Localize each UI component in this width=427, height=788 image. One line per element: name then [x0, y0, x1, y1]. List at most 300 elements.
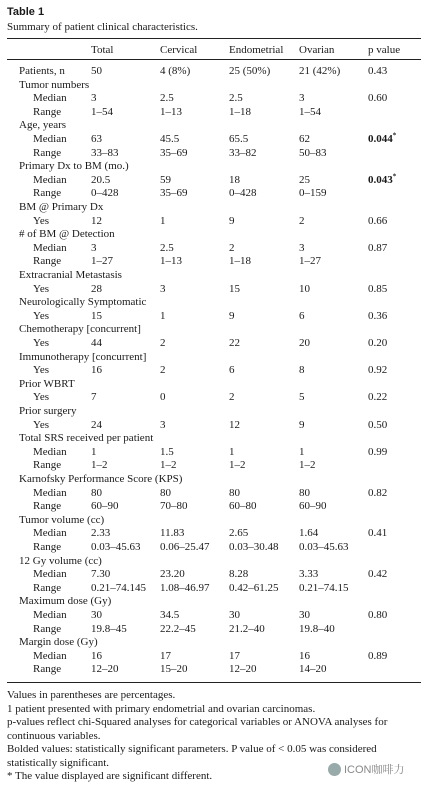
- cell-value: 0.21–74.145: [91, 581, 146, 594]
- table-row: [0, 582, 427, 595]
- cervical-cell: [160, 663, 188, 676]
- row-sublabel: Median: [33, 92, 67, 105]
- bottom-rule: [7, 682, 421, 683]
- p-value-cell: [368, 391, 387, 404]
- endometrial-cell: [229, 527, 248, 540]
- row-sublabel: Yes: [33, 337, 50, 349]
- endometrial-cell: [229, 446, 235, 459]
- ovarian-cell: [299, 541, 349, 554]
- endometrial-cell: [229, 391, 235, 404]
- total-cell: [91, 133, 102, 146]
- endometrial-cell: [229, 663, 257, 676]
- total-cell: [91, 419, 102, 432]
- table-caption: Summary of patient clinical characteristics.: [7, 21, 198, 33]
- table-row: [0, 242, 427, 255]
- cervical-cell: [160, 133, 179, 146]
- cell-value: 16: [91, 649, 102, 662]
- ovarian-cell: [299, 255, 321, 268]
- table-row: [0, 228, 427, 241]
- cell-value: 44: [91, 337, 102, 349]
- cell-value: 0.92: [368, 364, 388, 377]
- cell-value: 30: [299, 609, 310, 621]
- cell-value: 30: [91, 609, 102, 621]
- cell-value: 80: [91, 486, 102, 499]
- note-line: Bolded values: statistically significant parameters. P value of < 0.05 was considered: [7, 743, 377, 755]
- p-value-cell: [368, 174, 396, 187]
- note-line: continuous variables.: [7, 729, 101, 742]
- ovarian-cell: [299, 147, 327, 160]
- cervical-cell: [160, 283, 166, 296]
- cell-value: 0.60: [368, 92, 388, 105]
- total-cell: [91, 283, 102, 296]
- endometrial-cell: [229, 459, 246, 472]
- cell-value: 0.043: [368, 173, 393, 186]
- cell-value: 20.5: [91, 173, 111, 186]
- row-sublabel: Yes: [33, 418, 50, 431]
- cell-value: 0.82: [368, 486, 388, 499]
- note-line: * The value displayed are significant different.: [7, 770, 213, 782]
- cell-value: 0.50: [368, 418, 388, 431]
- table-row: [0, 310, 427, 323]
- cell-value: 35–69: [160, 146, 188, 159]
- total-cell: [91, 65, 102, 78]
- cell-value: 18: [229, 173, 240, 186]
- header-rule: [7, 59, 421, 60]
- cell-value: 2: [229, 391, 235, 404]
- cell-value: 10: [299, 282, 310, 295]
- cell-value: 4 (8%): [160, 65, 191, 77]
- ovarian-cell: [299, 391, 305, 404]
- row-sublabel: Median: [33, 568, 67, 581]
- p-value-cell: [368, 650, 387, 663]
- cell-value: 1–54: [91, 105, 113, 118]
- ovarian-cell: [299, 106, 321, 119]
- cell-value: 3: [91, 241, 97, 254]
- cell-value: 8: [299, 364, 305, 377]
- row-group-label: Total SRS received per patient: [19, 432, 154, 445]
- endometrial-cell: [229, 187, 257, 200]
- cell-value: 0.03–45.63: [299, 541, 349, 553]
- ovarian-cell: [299, 215, 305, 228]
- ovarian-cell: [299, 650, 310, 663]
- cell-value: 50: [91, 65, 102, 77]
- endometrial-cell: [229, 255, 251, 268]
- total-cell: [91, 650, 102, 663]
- watermark: [328, 761, 405, 777]
- cervical-cell: [160, 310, 166, 323]
- ovarian-cell: [299, 310, 305, 323]
- table-row: [0, 459, 427, 472]
- row-sublabel: Range: [33, 255, 62, 268]
- cervical-cell: [160, 446, 174, 459]
- cell-value: 2: [160, 337, 166, 349]
- cell-value: 33–82: [229, 146, 257, 159]
- cell-value: 12–20: [229, 663, 257, 676]
- endometrial-cell: [229, 310, 235, 323]
- cell-value: 80: [299, 486, 310, 499]
- cell-value: 1–13: [160, 255, 182, 268]
- cell-value: 9: [229, 214, 235, 227]
- cell-value: 62: [299, 133, 310, 145]
- note-line: p-values reflect chi-Squared analyses for categorical variables or ANOVA analyses for: [7, 716, 388, 728]
- p-value-cell: [368, 283, 387, 296]
- cell-value: 12: [91, 214, 102, 227]
- ovarian-cell: [299, 446, 305, 459]
- total-cell: [91, 568, 110, 581]
- significance-marker: *: [392, 172, 397, 181]
- row-sublabel: Range: [33, 663, 62, 676]
- cell-value: 0.85: [368, 282, 388, 295]
- cell-value: 60–90: [91, 500, 119, 513]
- ovarian-cell: [299, 364, 305, 377]
- cell-value: 0.42: [368, 568, 388, 581]
- table-row: [0, 147, 427, 160]
- endometrial-cell: [229, 215, 235, 228]
- total-cell: [91, 364, 102, 377]
- watermark-text: ICON咖啡力: [344, 764, 405, 776]
- cell-value: 34.5: [160, 609, 180, 621]
- endometrial-cell: [229, 65, 270, 78]
- table-title: Table 1: [7, 6, 45, 18]
- cell-value: 1.64: [299, 527, 319, 540]
- note-line: Values in parentheses are percentages.: [7, 689, 176, 701]
- row-group-label: Prior WBRT: [19, 377, 75, 390]
- p-value-cell: [368, 568, 387, 581]
- cell-value: 3: [160, 282, 166, 295]
- cell-value: 3: [299, 92, 305, 105]
- ovarian-cell: [299, 623, 335, 636]
- table-row: [0, 487, 427, 500]
- row-sublabel: Median: [33, 133, 67, 145]
- total-cell: [91, 187, 119, 200]
- cell-value: 17: [229, 649, 240, 662]
- cervical-cell: [160, 147, 188, 160]
- table-row: [0, 296, 427, 309]
- cell-value: 15: [91, 309, 102, 322]
- total-cell: [91, 446, 97, 459]
- cell-value: 2.33: [91, 527, 111, 540]
- cervical-cell: [160, 65, 190, 78]
- table-row: [0, 187, 427, 200]
- endometrial-cell: [229, 623, 265, 636]
- cell-value: 0.21–74.15: [299, 581, 349, 594]
- cell-value: 1–13: [160, 105, 182, 118]
- row-group-label: Margin dose (Gy): [19, 636, 98, 649]
- p-value-cell: [368, 310, 387, 323]
- cervical-cell: [160, 364, 166, 377]
- p-value-cell: [368, 337, 387, 350]
- total-cell: [91, 500, 119, 513]
- table-row: [0, 568, 427, 581]
- cell-value: 0.43: [368, 65, 388, 77]
- total-cell: [91, 147, 119, 160]
- cervical-cell: [160, 242, 174, 255]
- ovarian-cell: [299, 609, 310, 622]
- cell-value: 9: [229, 309, 235, 322]
- cell-value: 63: [91, 133, 102, 145]
- cell-value: 22: [229, 337, 240, 349]
- cell-value: 65.5: [229, 133, 249, 145]
- endometrial-cell: [229, 92, 243, 105]
- cervical-cell: [160, 487, 171, 500]
- cell-value: 0–159: [299, 187, 327, 200]
- cell-value: 3: [160, 418, 166, 431]
- cell-value: 5: [299, 391, 305, 404]
- table-row: [0, 174, 427, 187]
- table-row: [0, 65, 427, 78]
- row-group-label: Maximum dose (Gy): [19, 595, 112, 608]
- row-group-label: Age, years: [19, 119, 67, 132]
- table-row: [0, 160, 427, 173]
- top-rule: [7, 38, 421, 39]
- total-cell: [91, 215, 102, 228]
- endometrial-cell: [229, 242, 235, 255]
- row-sublabel: Yes: [33, 391, 50, 404]
- cell-value: 25 (50%): [229, 65, 271, 77]
- cell-value: 30: [229, 609, 240, 621]
- cell-value: 1–18: [229, 255, 251, 268]
- table-row: [0, 514, 427, 527]
- p-value-cell: [368, 133, 396, 146]
- ovarian-cell: [299, 527, 318, 540]
- cell-value: 16: [299, 649, 310, 662]
- row-sublabel: Yes: [33, 214, 50, 227]
- endometrial-cell: [229, 541, 279, 554]
- cervical-cell: [160, 527, 184, 540]
- row-sublabel: Range: [33, 146, 62, 159]
- cell-value: 1–2: [299, 459, 316, 472]
- cell-value: 0.03–45.63: [91, 541, 141, 553]
- cell-value: 2.5: [229, 92, 243, 105]
- p-value-cell: [368, 215, 387, 228]
- cell-value: 1: [160, 309, 166, 322]
- cell-value: 0.42–61.25: [229, 581, 279, 594]
- cell-value: 3: [299, 241, 305, 254]
- note-line: 1 patient presented with primary endometrial and ovarian carcinomas.: [7, 702, 316, 715]
- table-row: [0, 650, 427, 663]
- row-group-label: Immunotherapy [concurrent]: [19, 350, 147, 363]
- p-value-cell: [368, 419, 387, 432]
- ovarian-cell: [299, 174, 310, 187]
- p-value-cell: [368, 446, 387, 459]
- total-cell: [91, 174, 110, 187]
- cell-value: 0.99: [368, 445, 388, 458]
- wechat-icon: [328, 763, 341, 776]
- endometrial-cell: [229, 582, 279, 595]
- cervical-cell: [160, 623, 196, 636]
- cell-value: 2: [229, 241, 235, 254]
- cell-value: 0.87: [368, 241, 388, 254]
- ovarian-cell: [299, 419, 305, 432]
- cell-value: 12: [229, 418, 240, 431]
- row-group-label: Tumor volume (cc): [19, 513, 105, 526]
- cell-value: 28: [91, 282, 102, 295]
- p-value-cell: [368, 487, 387, 500]
- p-value-cell: [368, 527, 387, 540]
- header-ovarian: Ovarian: [299, 44, 335, 56]
- cell-value: 7: [91, 391, 97, 404]
- cell-value: 21 (42%): [299, 65, 341, 77]
- row-sublabel: Median: [33, 609, 67, 621]
- total-cell: [91, 487, 102, 500]
- cell-value: 0.89: [368, 649, 388, 662]
- cell-value: 0.36: [368, 309, 388, 322]
- row-sublabel: Range: [33, 500, 62, 513]
- cell-value: 24: [91, 418, 102, 431]
- row-group-label: Extracranial Metastasis: [19, 269, 122, 281]
- header-total: Total: [91, 44, 114, 56]
- ovarian-cell: [299, 65, 340, 78]
- cell-value: 8.28: [229, 568, 249, 581]
- cell-value: 1.08–46.97: [160, 581, 210, 594]
- cell-value: 0.41: [368, 527, 388, 540]
- p-value-cell: [368, 65, 387, 78]
- cervical-cell: [160, 255, 182, 268]
- endometrial-cell: [229, 487, 240, 500]
- table-row: [0, 527, 427, 540]
- cell-value: 25: [299, 173, 310, 186]
- cell-value: 59: [160, 173, 171, 186]
- total-cell: [91, 527, 110, 540]
- total-cell: [91, 459, 108, 472]
- total-cell: [91, 623, 127, 636]
- endometrial-cell: [229, 364, 235, 377]
- cell-value: 2.5: [160, 92, 174, 105]
- row-group-label: Tumor numbers: [19, 78, 90, 91]
- cell-value: 2: [299, 214, 305, 227]
- cell-value: 2: [160, 364, 166, 377]
- total-cell: [91, 92, 97, 105]
- cell-value: 1–54: [299, 105, 321, 118]
- p-value-cell: [368, 92, 387, 105]
- cell-value: 1–2: [91, 459, 108, 472]
- cervical-cell: [160, 187, 188, 200]
- cell-value: 1: [299, 445, 305, 458]
- endometrial-cell: [229, 147, 257, 160]
- cervical-cell: [160, 650, 171, 663]
- cell-value: 17: [160, 649, 171, 662]
- cervical-cell: [160, 337, 166, 350]
- cervical-cell: [160, 215, 166, 228]
- table-row: [0, 555, 427, 568]
- cell-value: 20: [299, 337, 310, 349]
- table-row: [0, 419, 427, 432]
- cell-value: 9: [299, 418, 305, 431]
- row-group-label: Prior surgery: [19, 405, 77, 417]
- table-row: [0, 609, 427, 622]
- table-row: [0, 432, 427, 445]
- row-group-label: Neurologically Symptomatic: [19, 296, 147, 309]
- cell-value: 1–2: [160, 459, 177, 472]
- row-sublabel: Range: [33, 105, 62, 118]
- ovarian-cell: [299, 500, 327, 513]
- cell-value: 0.06–25.47: [160, 541, 210, 553]
- table-row: [0, 405, 427, 418]
- table-row: [0, 595, 427, 608]
- cervical-cell: [160, 500, 188, 513]
- cell-value: 21.2–40: [229, 622, 265, 635]
- cell-value: 3: [91, 92, 97, 105]
- ovarian-cell: [299, 242, 305, 255]
- p-value-cell: [368, 364, 387, 377]
- cell-value: 0.20: [368, 337, 388, 349]
- significance-marker: *: [392, 131, 397, 140]
- table-row: [0, 364, 427, 377]
- cell-value: 6: [299, 309, 305, 322]
- row-group-label: Patients, n: [19, 65, 65, 77]
- cervical-cell: [160, 541, 210, 554]
- cell-value: 23.20: [160, 568, 185, 581]
- table-row: [0, 500, 427, 513]
- cell-value: 1: [229, 445, 235, 458]
- cell-value: 22.2–45: [160, 622, 196, 635]
- table-row: [0, 79, 427, 92]
- total-cell: [91, 255, 113, 268]
- table-row: [0, 119, 427, 132]
- total-cell: [91, 106, 113, 119]
- cell-value: 0.66: [368, 214, 388, 227]
- row-group-label: Karnofsky Performance Score (KPS): [19, 473, 183, 485]
- cell-value: 60–90: [299, 500, 327, 513]
- table-row: [0, 473, 427, 486]
- row-sublabel: Yes: [33, 282, 50, 295]
- ovarian-cell: [299, 92, 305, 105]
- cell-value: 2.65: [229, 527, 249, 540]
- cervical-cell: [160, 174, 171, 187]
- header-cervical: Cervical: [160, 44, 198, 56]
- cell-value: 0–428: [91, 187, 119, 200]
- endometrial-cell: [229, 609, 240, 622]
- cell-value: 3.33: [299, 568, 319, 581]
- header-endometrial: Endometrial: [229, 44, 284, 56]
- cell-value: 0: [160, 391, 166, 404]
- cervical-cell: [160, 609, 179, 622]
- row-sublabel: Median: [33, 649, 67, 662]
- endometrial-cell: [229, 650, 240, 663]
- row-group-label: 12 Gy volume (cc): [19, 554, 102, 567]
- ovarian-cell: [299, 487, 310, 500]
- cell-value: 15: [229, 282, 240, 295]
- table-row: [0, 663, 427, 676]
- table-row: [0, 351, 427, 364]
- table-row: [0, 201, 427, 214]
- row-group-label: BM @ Primary Dx: [19, 201, 104, 213]
- table-row: [0, 446, 427, 459]
- row-sublabel: Range: [33, 187, 62, 200]
- total-cell: [91, 541, 141, 554]
- cervical-cell: [160, 391, 166, 404]
- endometrial-cell: [229, 500, 257, 513]
- table-row: [0, 133, 427, 146]
- cervical-cell: [160, 419, 166, 432]
- row-sublabel: Range: [33, 581, 62, 594]
- row-sublabel: Range: [33, 622, 62, 635]
- p-value-cell: [368, 242, 387, 255]
- endometrial-cell: [229, 337, 240, 350]
- cell-value: 1–27: [91, 255, 113, 268]
- table-row: [0, 92, 427, 105]
- table-row: [0, 378, 427, 391]
- cell-value: 60–80: [229, 500, 257, 513]
- note-line: statistically significant.: [7, 756, 110, 769]
- total-cell: [91, 337, 102, 350]
- ovarian-cell: [299, 568, 318, 581]
- cervical-cell: [160, 106, 182, 119]
- cervical-cell: [160, 92, 174, 105]
- row-sublabel: Median: [33, 527, 67, 540]
- cell-value: 7.30: [91, 568, 111, 581]
- row-group-label: # of BM @ Detection: [19, 228, 115, 241]
